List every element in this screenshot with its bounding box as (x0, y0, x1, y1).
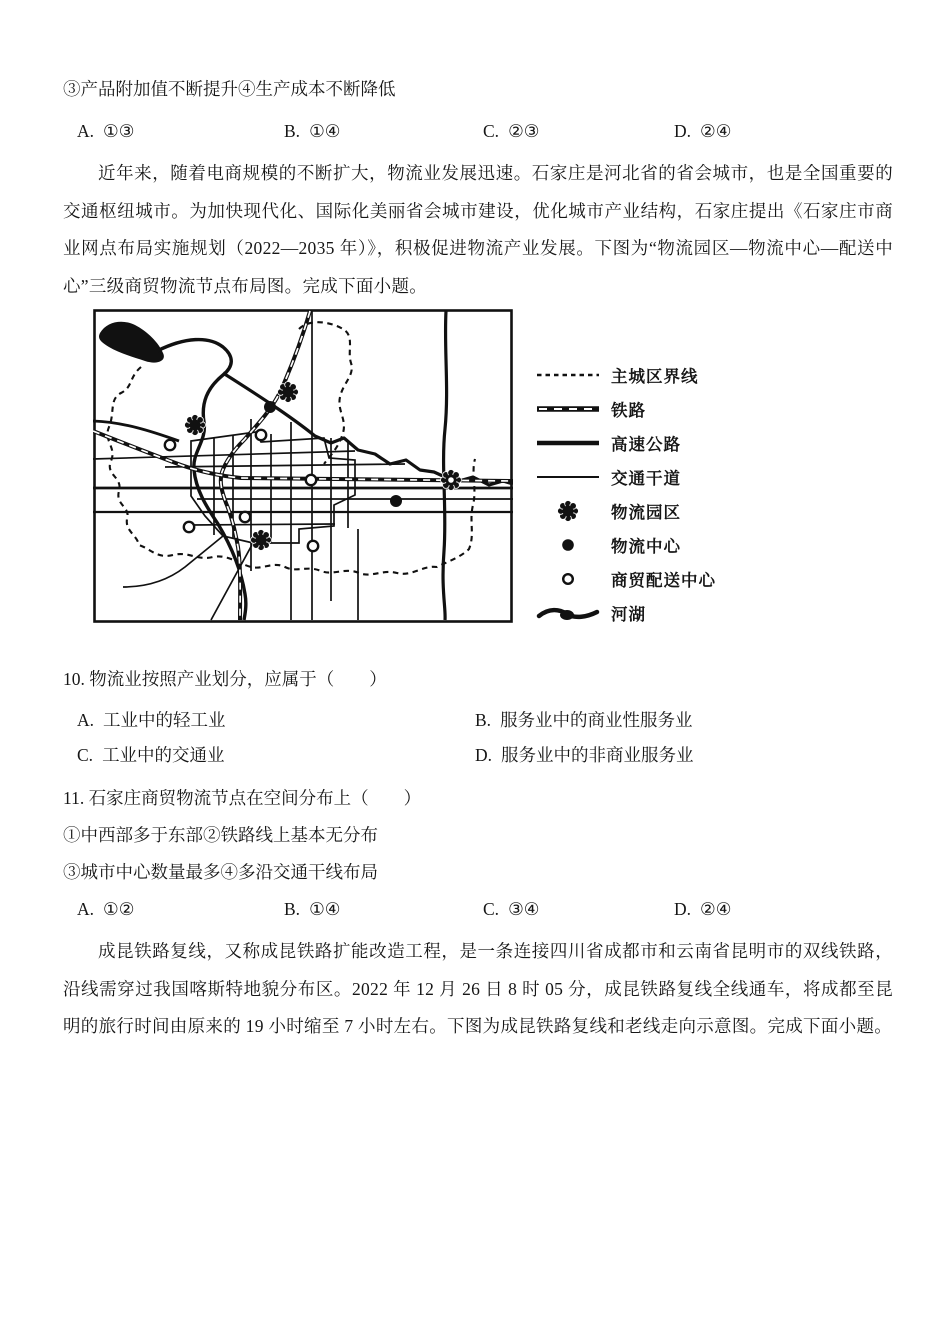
q11-statements-1: ①中西部多于东部②铁路线上基本无分布 (63, 825, 378, 845)
choice-row-q9 (63, 120, 893, 142)
filled-dot-icon (535, 537, 601, 553)
thin-line-icon (535, 470, 601, 484)
question-11-stem: 11. 石家庄商贸物流节点在空间分布上（ ） (63, 788, 422, 808)
q11-choice-b: B. ①④ (284, 899, 341, 919)
q10-choice-d: D. 服务业中的非商业服务业 (475, 745, 694, 765)
legend-item-logistics-center: 物流中心 (535, 528, 716, 562)
legend-item-distribution-center: 商贸配送中心 (535, 562, 716, 596)
logistics-map-drawing (93, 309, 513, 625)
river-mark-icon (535, 602, 601, 624)
choice-a: A. ①③ (77, 121, 135, 141)
choice-c: C. ②③ (483, 121, 540, 141)
legend-item-artery: 交通干道 (535, 460, 716, 494)
q11-choice-c: C. ③④ (483, 899, 540, 919)
logistics-center-marks (264, 401, 402, 507)
railway-line-icon (535, 402, 601, 416)
thick-line-icon (535, 436, 601, 450)
q11-choice-a: A. ①② (77, 899, 135, 919)
legend-item-logistics-park: 物流园区 (535, 494, 716, 528)
distribution-center-marks (165, 430, 318, 551)
question-11-choices (63, 898, 893, 920)
question-10-choices (63, 709, 893, 766)
dashed-line-icon (535, 368, 601, 382)
q10-choice-b: B. 服务业中的商业性服务业 (475, 710, 693, 730)
flower-mark-icon (535, 499, 601, 523)
legend-item-boundary: 主城区界线 (535, 358, 716, 392)
passage-shijiazhuang: 近年来，随着电商规模的不断扩大，物流业发展迅速。石家庄是河北省的省会城市，也是全国重要的交通枢纽城市。为加快现代化、国际化美丽省会城市建设，优化城市产业结构，石家庄提出《石家庄市商业网点布局实施规划（2022—2035 年）》，积极促进物流产业发展。下图为“物流园区—物流中心—配送中心”三级商贸物流节点布局图。完成下面小题。 (63, 163, 893, 296)
logistics-map-figure (93, 309, 893, 630)
choice-b: B. ①④ (284, 121, 341, 141)
legend-item-railway: 铁路 (535, 392, 716, 426)
map-legend (535, 309, 716, 630)
legend-item-river: 河湖 (535, 596, 716, 630)
q11-choice-d: D. ②④ (674, 899, 732, 919)
passage-chengkun-railway: 成昆铁路复线，又称成昆铁路扩能改造工程，是一条连接四川省成都市和云南省昆明市的双线铁路，沿线需穿过我国喀斯特地貌分布区。2022 年 12 月 26 日 8 时 05 分，成昆铁路复线全线通车，将成都至昆明的旅行时间由原来的 19 小时缩至 7 小时左右。下图为成昆铁路复线和老线走向示意图。完成下面小题。 (63, 941, 893, 1036)
choice-d: D. ②④ (674, 121, 732, 141)
question-10-stem: 10. 物流业按照产业划分，应属于（ ） (63, 669, 387, 689)
q10-choice-a: A. 工业中的轻工业 (77, 710, 226, 730)
logistics-map (93, 309, 513, 630)
legend-item-highway: 高速公路 (535, 426, 716, 460)
numbered-statements-line: ③产品附加值不断提升④生产成本不断降低 (63, 79, 396, 99)
q11-statements-2: ③城市中心数量最多④多沿交通干线布局 (63, 862, 378, 882)
open-dot-icon (535, 571, 601, 587)
q10-choice-c: C. 工业中的交通业 (77, 745, 225, 765)
